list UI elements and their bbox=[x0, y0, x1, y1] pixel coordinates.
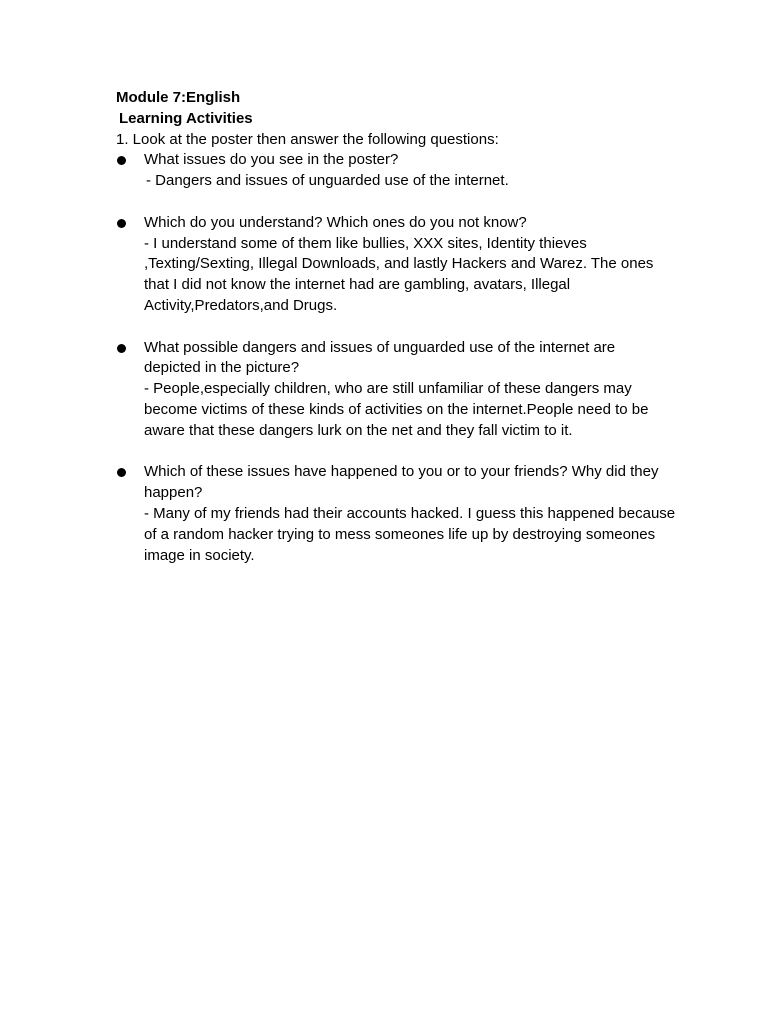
bullet-icon bbox=[117, 219, 126, 228]
bullet-icon bbox=[117, 344, 126, 353]
document-body bbox=[116, 88, 676, 566]
list-item bbox=[116, 150, 676, 192]
list-item bbox=[116, 213, 676, 317]
module-title: Module 7:English bbox=[116, 89, 241, 106]
list-item bbox=[116, 462, 676, 566]
bullet-icon bbox=[117, 468, 126, 477]
question-text: Which of these issues have happened to you or to your friends? Why did they happen? bbox=[144, 463, 659, 502]
bullet-icon bbox=[117, 156, 126, 165]
answer-text: - Dangers and issues of unguarded use of the internet. bbox=[146, 172, 509, 190]
answer-text: - I understand some of them like bullies, XXX sites, Identity thieves ,Texting/Sexting, Illegal Downloads, and lastly Hackers and Warez. The ones that I did not know the internet had are gambling, avatars, Illegal Activity,Predators,and Drugs. bbox=[144, 234, 654, 314]
answer-text: - Many of my friends had their accounts hacked. I guess this happened because of a random hacker trying to mess someones life up by destroying someones image in society. bbox=[144, 504, 676, 564]
instruction-text: 1. Look at the poster then answer the following questions: bbox=[116, 130, 499, 148]
section-subtitle: Learning Activities bbox=[119, 109, 253, 127]
question-text: What issues do you see in the poster? bbox=[144, 151, 399, 169]
question-text: Which do you understand? Which ones do you not know? bbox=[144, 213, 527, 231]
question-text: What possible dangers and issues of unguarded use of the internet are depicted in the picture? bbox=[144, 338, 616, 377]
answer-text: - People,especially children, who are still unfamiliar of these dangers may become victims of these kinds of activities on the internet.People need to be aware that these dangers lurk on the net and they fall victim to it. bbox=[144, 380, 649, 439]
list-item bbox=[116, 338, 676, 442]
question-list bbox=[116, 150, 676, 566]
